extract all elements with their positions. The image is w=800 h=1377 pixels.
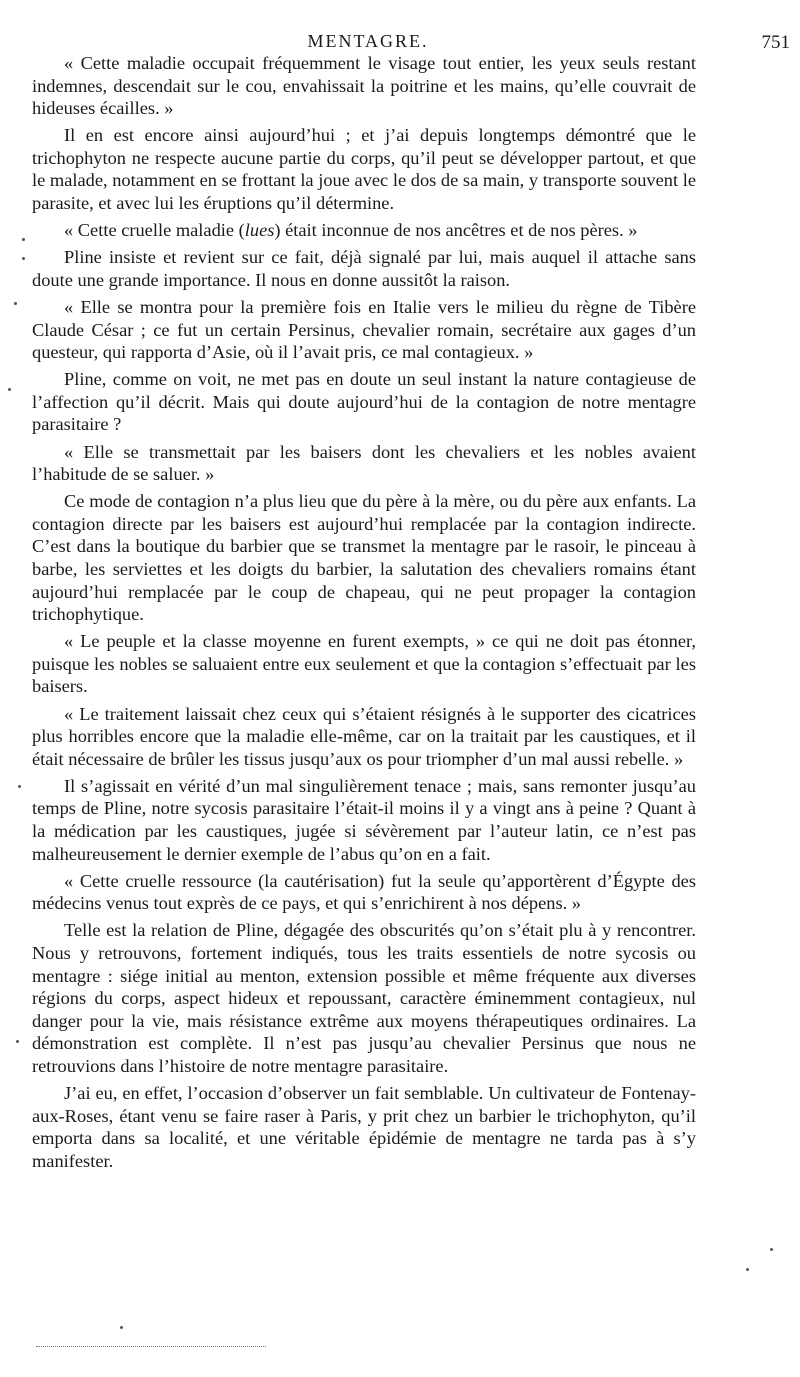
paragraph-text: ) était inconnue de nos ancêtres et de nos pères. » xyxy=(274,220,638,241)
paragraph: Pline, comme on voit, ne met pas en doute un seul instant la nature contagieuse de l’affection qu’il décrit. Mais qui doute aujourd’hui de la contagion de notre mentagre parasitaire ? xyxy=(32,369,696,435)
running-title: MENTAGRE. xyxy=(307,31,429,51)
ink-speck xyxy=(14,302,17,305)
body-text xyxy=(32,52,696,1177)
page-number: 751 xyxy=(761,32,790,53)
paragraph-text: « Cette cruelle maladie ( xyxy=(64,220,245,241)
latin-term: lues xyxy=(244,220,275,241)
ink-speck xyxy=(18,785,21,788)
paragraph: « Le peuple et la classe moyenne en furent exempts, » ce qui ne doit pas étonner, puisque les nobles se saluaient entre eux seulement et que la contagion s’effectuait par les baisers. xyxy=(32,631,696,697)
footer-dotted-rule xyxy=(36,1346,266,1347)
ink-speck xyxy=(22,238,25,241)
ink-speck xyxy=(770,1248,773,1251)
ink-speck xyxy=(8,388,11,391)
ink-speck xyxy=(746,1268,749,1271)
paragraph: « Cette maladie occupait fréquemment le visage tout entier, les yeux seuls restant indemnes, descendait sur le cou, envahissait la poitrine et les mains, qu’elle couvrait de hideuses écailles. » xyxy=(32,53,696,119)
paragraph: Il s’agissait en vérité d’un mal singulièrement tenace ; mais, sans remonter jusqu’au temps de Pline, notre sycosis parasitaire l’était-il moins il y a vingt ans à peine ? Quant à la médication par les caustiques, jugée si sévèrement par l’auteur latin, ce n’est pas malheureusement le dernier exemple de l’abus qu’on en a fait. xyxy=(32,775,696,864)
paragraph: Telle est la relation de Pline, dégagée des obscurités qu’on s’était plu à y rencontrer. Nous y retrouvons, fortement indiqués, tous les traits essentiels de notre sycosis ou mentagre : siége initial au menton, extension possible et même fréquente aux diverses régions du corps, aspect hideux et repoussant, caractère éminemment contagieux, nul danger pour la vie, mais résistance extrême aux moyens thérapeutiques ordinaires. La démonstration est complète. Il n’est pas jusqu’au chevalier Persinus que nous ne retrouvions dans l’histoire de notre mentagre parasitaire. xyxy=(32,920,696,1076)
paragraph: « Cette cruelle ressource (la cautérisation) fut la seule qu’apportèrent d’Égypte des médecins venus tout exprès de ce pays, et qui s’enrichirent à nos dépens. » xyxy=(32,870,696,914)
paragraph xyxy=(32,219,696,242)
paragraph: « Elle se transmettait par les baisers dont les chevaliers et les nobles avaient l’habitude de se saluer. » xyxy=(32,441,696,485)
running-header xyxy=(36,28,700,54)
paragraph: J’ai eu, en effet, l’occasion d’observer un fait semblable. Un cultivateur de Fontenay-aux-Roses, étant venu se faire raser à Paris, y prit chez un barbier le trichophyton, qu’il emporta dans sa localité, et une véritable épidémie de mentagre ne tarda pas à s’y manifester. xyxy=(32,1083,696,1171)
paragraph: Il en est encore ainsi aujourd’hui ; et j’ai depuis longtemps démontré que le trichophyton ne respecte aucune partie du corps, qu’il peut se développer partout, et que le malade, notamment en se frottant la joue avec le dos de sa main, y transporte souvent le parasite, et avec lui les éruptions qu’il détermine. xyxy=(32,125,696,214)
ink-speck xyxy=(120,1326,123,1329)
paragraph: Pline insiste et revient sur ce fait, déjà signalé par lui, mais auquel il attache sans doute une grande importance. Il nous en donne aussitôt la raison. xyxy=(32,247,696,290)
ink-speck xyxy=(16,1040,19,1043)
paragraph: « Elle se montra pour la première fois en Italie vers le milieu du règne de Tibère Claude César ; ce fut un certain Persinus, chevalier romain, secrétaire aux gages d’un questeur, qui rapporta d’Asie, où il l’avait pris, ce mal contagieux. » xyxy=(32,296,696,363)
paragraph: « Le traitement laissait chez ceux qui s’étaient résignés à le supporter des cicatrices plus horribles encore que la maladie elle-même, car on la traitait par les caustiques, et il était nécessaire de brûler les tissus jusqu’aux os pour triompher d’un mal aussi rebelle. » xyxy=(32,703,696,769)
paragraph: Ce mode de contagion n’a plus lieu que du père à la mère, ou du père aux enfants. La contagion directe par les baisers est aujourd’hui remplacée par la contagion indirecte. C’est dans la boutique du barbier que se transmet la mentagre par le rasoir, le pinceau à barbe, les serviettes et les doigts du barbier, la salutation des chevaliers romains étant aujourd’hui remplacée par le coup de chapeau, qui ne peut propager la contagion trichophytique. xyxy=(32,491,696,625)
ink-speck xyxy=(22,257,25,260)
